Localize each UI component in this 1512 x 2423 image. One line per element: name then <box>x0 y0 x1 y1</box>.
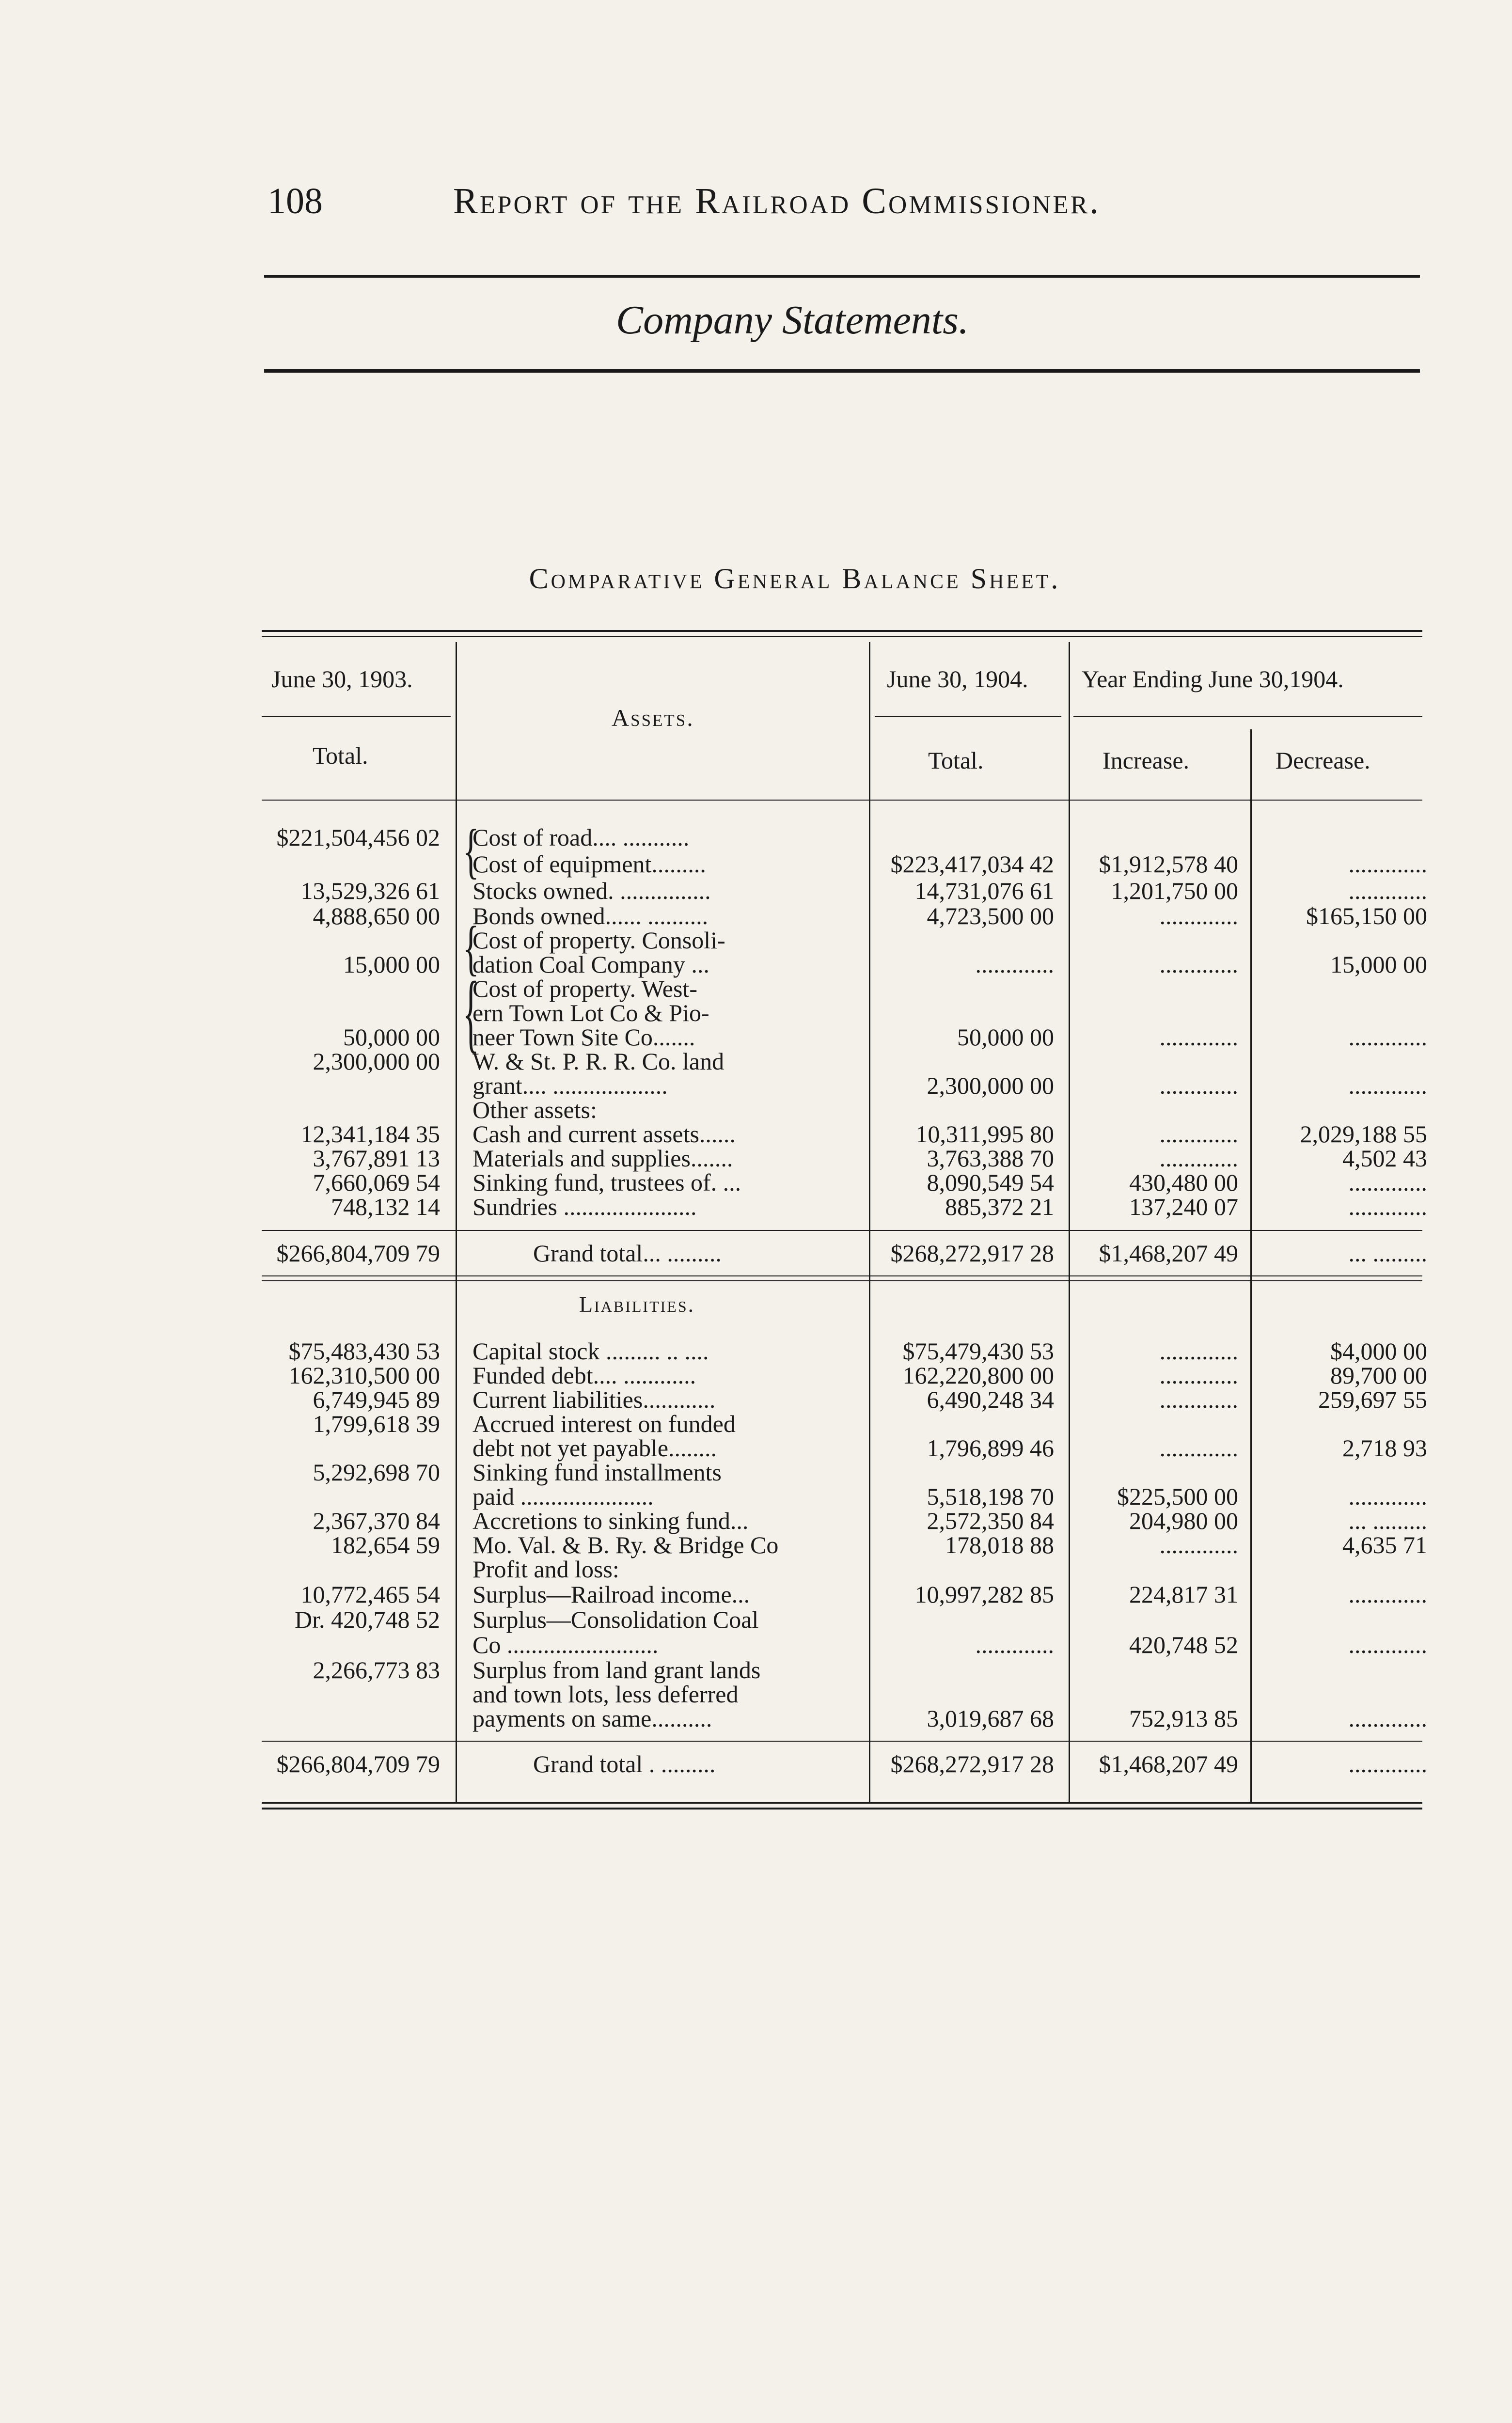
cell-total-1903: 2,266,773 83 <box>313 1656 440 1684</box>
liabilities-total-top-rule <box>262 1741 1422 1742</box>
cell-item: grant.... ................... <box>472 1072 668 1099</box>
cell-decrease: ............. <box>1348 877 1427 904</box>
table-row <box>0 902 1512 929</box>
cell-increase: ............. <box>1159 1362 1238 1389</box>
cell-total-1903: 10,772,465 54 <box>300 1581 440 1608</box>
cell-decrease: ............. <box>1348 1023 1427 1051</box>
running-head: Report of the Railroad Commissioner. <box>453 181 1101 221</box>
table-row <box>0 1410 1512 1437</box>
cell-total-1904: 162,220,800 00 <box>902 1362 1054 1389</box>
cell-total-1903: 13,529,326 61 <box>300 877 440 904</box>
table-row <box>0 927 1512 954</box>
table-row <box>0 999 1512 1026</box>
cell-decrease: ............. <box>1348 1631 1427 1658</box>
table-row <box>0 951 1512 978</box>
cell-increase: ............. <box>1159 1434 1238 1462</box>
cell-increase: ............. <box>1159 1120 1238 1148</box>
cell-total-1904: $75,479,430 53 <box>902 1337 1054 1365</box>
cell-decrease: 15,000 00 <box>1330 951 1427 978</box>
cell-total-1903: $221,504,456 02 <box>276 824 440 851</box>
cell-item: Other assets: <box>472 1096 597 1123</box>
table-row <box>0 1193 1512 1220</box>
cell-item: Surplus—Consolidation Coal <box>472 1606 759 1633</box>
cell-item: Cost of property. West- <box>472 975 697 1002</box>
cell-increase: $1,912,578 40 <box>1099 850 1238 878</box>
cell-total-1903: 7,660,069 54 <box>313 1169 440 1196</box>
cell-increase: 752,913 85 <box>1129 1705 1238 1732</box>
cell-increase: 420,748 52 <box>1129 1631 1238 1658</box>
cell-item: Grand total . ......... <box>533 1750 716 1778</box>
cell-total-1904: 10,997,282 85 <box>914 1581 1054 1608</box>
section-rule <box>264 369 1420 373</box>
cell-increase: 224,817 31 <box>1129 1581 1238 1608</box>
table-row <box>0 1507 1512 1534</box>
cell-increase: ............. <box>1159 951 1238 978</box>
cell-item: W. & St. P. R. R. Co. land <box>472 1048 724 1075</box>
brace-western-town: { <box>463 965 479 1062</box>
table-row <box>0 1459 1512 1486</box>
table-row <box>0 1386 1512 1413</box>
brace-road-equipment: { <box>463 818 479 885</box>
cell-total-1904: 2,572,350 84 <box>927 1507 1054 1534</box>
table-row <box>0 1048 1512 1075</box>
table-row <box>0 975 1512 1002</box>
cell-decrease: 2,718 93 <box>1342 1434 1427 1462</box>
cell-total-1904: $223,417,034 42 <box>890 850 1054 878</box>
table-row <box>0 1096 1512 1123</box>
cell-decrease: ............. <box>1348 1072 1427 1099</box>
table-row <box>0 1606 1512 1633</box>
table-bottom-rule-b <box>262 1808 1422 1809</box>
table-row <box>0 1705 1512 1732</box>
cell-total-1903: 5,292,698 70 <box>313 1459 440 1486</box>
cell-decrease: ............. <box>1348 1193 1427 1220</box>
cell-increase: $225,500 00 <box>1117 1483 1238 1510</box>
cell-total-1904: 50,000 00 <box>957 1023 1054 1051</box>
cell-item: Cash and current assets...... <box>472 1120 736 1148</box>
cell-item: Profit and loss: <box>472 1556 619 1583</box>
cell-decrease: $165,150 00 <box>1306 902 1427 929</box>
cell-total-1904: 3,763,388 70 <box>927 1145 1054 1172</box>
cell-increase: ............. <box>1159 1145 1238 1172</box>
cell-item: paid ...................... <box>472 1483 654 1510</box>
cell-total-1903: 162,310,500 00 <box>288 1362 440 1389</box>
head-total-1903: Total. <box>313 742 368 769</box>
cell-item: dation Coal Company ... <box>472 951 709 978</box>
head-1903-rule <box>262 716 451 717</box>
cell-item: Co ......................... <box>472 1631 659 1658</box>
liabilities-heading: Liabilities. <box>579 1292 695 1317</box>
table-row <box>0 1337 1512 1365</box>
cell-decrease: ............. <box>1348 1483 1427 1510</box>
table-row <box>0 850 1512 878</box>
cell-item: Funded debt.... ............ <box>472 1362 696 1389</box>
head-assets: Assets. <box>612 704 694 731</box>
cell-decrease: 89,700 00 <box>1330 1362 1427 1389</box>
cell-decrease: ............. <box>1348 1750 1427 1778</box>
cell-decrease: 4,502 43 <box>1342 1145 1427 1172</box>
table-row <box>0 1434 1512 1462</box>
cell-total-1904: 10,311,995 80 <box>915 1120 1054 1148</box>
cell-increase: 1,201,750 00 <box>1111 877 1238 904</box>
cell-total-1904: $268,272,917 28 <box>890 1240 1054 1267</box>
cell-item: Sinking fund, trustees of. ... <box>472 1169 741 1196</box>
cell-total-1903: 2,300,000 00 <box>313 1048 440 1075</box>
cell-total-1903: $75,483,430 53 <box>288 1337 440 1365</box>
cell-decrease: 259,697 55 <box>1318 1386 1427 1413</box>
cell-increase: 430,480 00 <box>1129 1169 1238 1196</box>
table-row <box>0 1145 1512 1172</box>
table-top-rule-2 <box>262 636 1422 637</box>
head-decrease: Decrease. <box>1276 747 1370 774</box>
cell-total-1903: 748,132 14 <box>331 1193 440 1220</box>
cell-total-1903: 6,749,945 89 <box>313 1386 440 1413</box>
head-1904-rule <box>875 716 1061 717</box>
table-row <box>0 824 1512 851</box>
cell-item: Bonds owned...... .......... <box>472 902 709 929</box>
cell-item: Surplus—Railroad income... <box>472 1581 750 1608</box>
cell-total-1903: 12,341,184 35 <box>300 1120 440 1148</box>
cell-total-1903: 3,767,891 13 <box>313 1145 440 1172</box>
cell-total-1904: 5,518,198 70 <box>927 1483 1054 1510</box>
cell-increase: $1,468,207 49 <box>1099 1240 1238 1267</box>
cell-total-1904: ............. <box>975 1631 1054 1658</box>
cell-decrease: ... ......... <box>1348 1507 1427 1534</box>
cell-decrease: 4,635 71 <box>1342 1531 1427 1558</box>
cell-increase: ............. <box>1159 1531 1238 1558</box>
cell-decrease: $4,000 00 <box>1330 1337 1427 1365</box>
cell-decrease: 2,029,188 55 <box>1300 1120 1427 1148</box>
head-june-1903: June 30, 1903. <box>271 665 413 692</box>
brace-consolidation: { <box>463 915 479 982</box>
cell-increase: 204,980 00 <box>1129 1507 1238 1534</box>
cell-item: Cost of equipment......... <box>472 850 706 878</box>
table-row <box>0 1581 1512 1608</box>
cell-increase: ............. <box>1159 1023 1238 1051</box>
table-row <box>0 1556 1512 1583</box>
cell-item: Current liabilities............ <box>472 1386 716 1413</box>
cell-item: and town lots, less deferred <box>472 1681 739 1708</box>
cell-item: Grand total... ......... <box>533 1240 722 1267</box>
assets-total-top-rule <box>262 1230 1422 1231</box>
cell-item: Materials and supplies....... <box>472 1145 733 1172</box>
table-row <box>0 1656 1512 1684</box>
cell-item: Surplus from land grant lands <box>472 1656 761 1684</box>
table-row <box>0 1023 1512 1051</box>
table-row <box>0 1120 1512 1148</box>
table-row <box>0 1483 1512 1510</box>
head-increase: Increase. <box>1102 747 1190 774</box>
section-title: Company Statements. <box>616 298 969 343</box>
table-row <box>0 1681 1512 1708</box>
assets-double-rule-b <box>262 1280 1422 1281</box>
cell-total-1903: 4,888,650 00 <box>313 902 440 929</box>
cell-total-1904: 6,490,248 34 <box>927 1386 1054 1413</box>
table-row <box>0 1072 1512 1099</box>
cell-decrease: ............. <box>1348 1705 1427 1732</box>
cell-total-1903: 182,654 59 <box>331 1531 440 1558</box>
head-total-1904: Total. <box>928 747 984 774</box>
table-bottom-rule-a <box>262 1802 1422 1804</box>
cell-total-1904: 178,018 88 <box>945 1531 1054 1558</box>
cell-item: Capital stock ......... .. .... <box>472 1337 709 1365</box>
cell-total-1903: $266,804,709 79 <box>276 1750 440 1778</box>
page-number: 108 <box>268 181 323 221</box>
cell-total-1903: 15,000 00 <box>343 951 440 978</box>
cell-item: Sundries ...................... <box>472 1193 697 1220</box>
assets-grand-total-row <box>0 1240 1512 1267</box>
cell-increase: ............. <box>1159 902 1238 929</box>
cell-item: Sinking fund installments <box>472 1459 722 1486</box>
cell-total-1904: ............. <box>975 951 1054 978</box>
table-row <box>0 1362 1512 1389</box>
cell-total-1903: 50,000 00 <box>343 1023 440 1051</box>
cell-total-1903: 1,799,618 39 <box>313 1410 440 1437</box>
cell-item: Accrued interest on funded <box>472 1410 736 1437</box>
cell-decrease: ............. <box>1348 1169 1427 1196</box>
cell-item: Stocks owned. ............... <box>472 877 711 904</box>
cell-item: Cost of property. Consoli- <box>472 927 725 954</box>
cell-item: payments on same.......... <box>472 1705 712 1732</box>
cell-total-1904: 8,090,549 54 <box>927 1169 1054 1196</box>
cell-item: Cost of road.... ........... <box>472 824 690 851</box>
table-row <box>0 877 1512 904</box>
head-year-ending: Year Ending June 30,1904. <box>1082 665 1344 692</box>
cell-increase: ............. <box>1159 1072 1238 1099</box>
cell-decrease: ... ......... <box>1348 1240 1427 1267</box>
cell-total-1903: $266,804,709 79 <box>276 1240 440 1267</box>
liabilities-grand-total-row <box>0 1750 1512 1778</box>
cell-item: neer Town Site Co....... <box>472 1023 695 1051</box>
head-year-rule <box>1073 716 1422 717</box>
table-row <box>0 1631 1512 1658</box>
top-rule <box>264 275 1420 278</box>
table-title: Comparative General Balance Sheet. <box>529 563 1061 595</box>
table-row <box>0 1531 1512 1558</box>
cell-increase: ............. <box>1159 1337 1238 1365</box>
head-june-1904: June 30, 1904. <box>887 665 1028 692</box>
cell-total-1904: 4,723,500 00 <box>927 902 1054 929</box>
table-top-rule <box>262 630 1422 632</box>
cell-decrease: ............. <box>1348 850 1427 878</box>
cell-item: debt not yet payable........ <box>472 1434 717 1462</box>
cell-total-1903: Dr. 420,748 52 <box>295 1606 440 1633</box>
cell-item: ern Town Lot Co & Pio- <box>472 999 709 1026</box>
cell-total-1904: 2,300,000 00 <box>927 1072 1054 1099</box>
header-bottom-rule <box>262 800 1422 801</box>
cell-increase: $1,468,207 49 <box>1099 1750 1238 1778</box>
cell-total-1903: 2,367,370 84 <box>313 1507 440 1534</box>
cell-decrease: ............. <box>1348 1581 1427 1608</box>
table-row <box>0 1169 1512 1196</box>
cell-total-1904: 14,731,076 61 <box>914 877 1054 904</box>
cell-total-1904: $268,272,917 28 <box>890 1750 1054 1778</box>
cell-item: Accretions to sinking fund... <box>472 1507 749 1534</box>
cell-increase: ............. <box>1159 1386 1238 1413</box>
assets-double-rule-a <box>262 1275 1422 1276</box>
cell-increase: 137,240 07 <box>1129 1193 1238 1220</box>
cell-total-1904: 885,372 21 <box>945 1193 1054 1220</box>
cell-item: Mo. Val. & B. Ry. & Bridge Co <box>472 1531 779 1558</box>
cell-total-1904: 3,019,687 68 <box>927 1705 1054 1732</box>
cell-total-1904: 1,796,899 46 <box>927 1434 1054 1462</box>
